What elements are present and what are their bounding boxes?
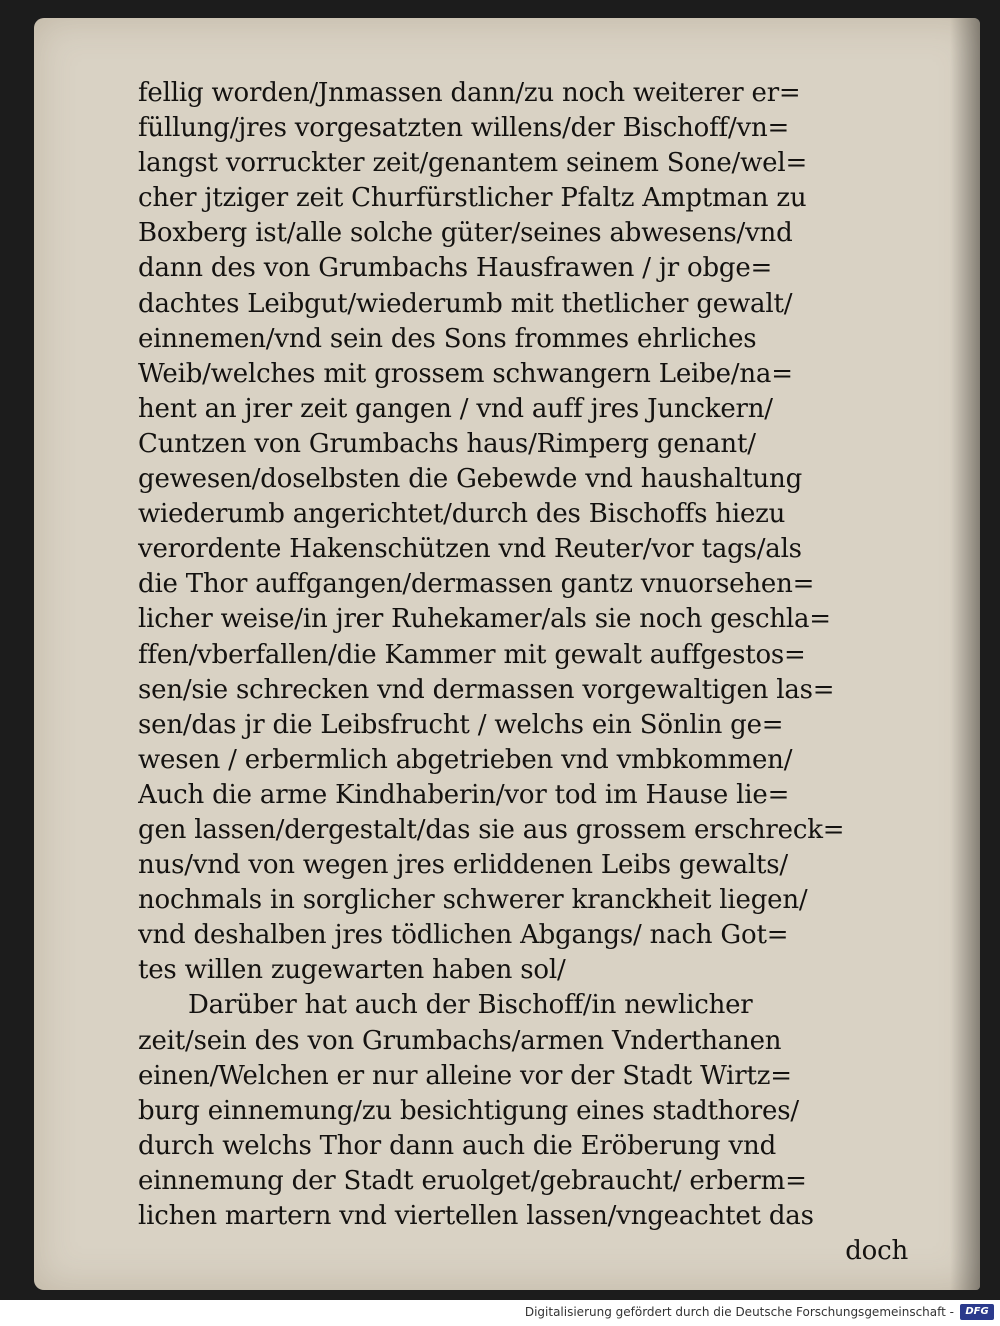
text-line: Auch die arme Kindhaberin/vor tod im Hause lie= xyxy=(138,779,790,810)
text-line: tes willen zugewarten haben sol/ xyxy=(138,955,566,986)
funding-credit: Digitalisierung gefördert durch die Deutsche Forschungsgemeinschaft - xyxy=(524,1305,954,1319)
text-line: lichen martern vnd viertellen lassen/vngeachtet das xyxy=(138,1201,814,1231)
page-text-block xyxy=(138,76,928,1269)
text-line: ffen/vberfallen/die Kammer mit gewalt auffgestos= xyxy=(138,639,806,670)
text-line: einnemen/vnd sein des Sons frommes ehrliches xyxy=(138,323,757,354)
text-line: Weib/welches mit grossem schwangern Leibe/na= xyxy=(138,358,793,389)
text-line: wiederumb angerichtet/durch des Bischoffs hiezu xyxy=(138,499,786,530)
text-line: durch welchs Thor dann auch die Eröberung vnd xyxy=(138,1130,777,1161)
text-line: licher weise/in jrer Ruhekamer/als sie noch geschla= xyxy=(138,604,831,635)
text-line: nus/vnd von wegen jres erliddenen Leibs gewalts/ xyxy=(138,850,788,881)
text-line: dachtes Leibgut/wiederumb mit thetlicher gewalt/ xyxy=(138,288,793,319)
text-line: gewesen/doselbsten die Gebewde vnd haushaltung xyxy=(138,464,803,495)
digitization-footer xyxy=(0,1300,1000,1326)
text-line: hent an jrer zeit gangen / vnd auff jres Junckern/ xyxy=(138,393,773,424)
catchword: doch xyxy=(845,1236,908,1267)
text-line: zeit/sein des von Grumbachs/armen Vnderthanen xyxy=(138,1025,782,1056)
text-line: füllung/jres vorgesatzten willens/der Bischoff/vn= xyxy=(138,113,790,144)
text-line: verordente Hakenschützen vnd Reuter/vor tags/als xyxy=(138,534,802,565)
dfg-logo: DFG xyxy=(960,1304,994,1320)
text-line: langst vorruckter zeit/genantem seinem Sone/wel= xyxy=(138,148,808,179)
text-line: sen/das jr die Leibsfrucht / welchs ein Sönlin ge= xyxy=(138,709,784,740)
text-line: burg einnemung/zu besichtigung eines stadthores/ xyxy=(138,1095,799,1126)
text-line: cher jtziger zeit Churfürstlicher Pfaltz Amptman zu xyxy=(138,183,807,214)
text-line: wesen / erbermlich abgetrieben vnd vmbkommen/ xyxy=(138,744,793,775)
text-line: vnd deshalben jres tödlichen Abgangs/ nach Got= xyxy=(138,920,789,951)
text-line: einen/Welchen er nur alleine vor der Stadt Wirtz= xyxy=(138,1060,792,1091)
text-line: einnemung der Stadt eruolget/gebraucht/ erberm= xyxy=(138,1165,807,1196)
page-edge-shadow xyxy=(950,18,980,1290)
paragraph-start-line: Darüber hat auch der Bischoff/in newlicher xyxy=(188,990,753,1021)
text-line: Boxberg ist/alle solche güter/seines abwesens/vnd xyxy=(138,218,793,249)
text-line: dann des von Grumbachs Hausfrawen / jr obge= xyxy=(138,253,773,284)
text-line: nochmals in sorglicher schwerer kranckheit liegen/ xyxy=(138,885,808,916)
text-line: fellig worden/Jnmassen dann/zu noch weiterer er= xyxy=(138,78,801,108)
text-line: sen/sie schrecken vnd dermassen vorgewaltigen las= xyxy=(138,674,835,705)
text-line: Cuntzen von Grumbachs haus/Rimperg genant/ xyxy=(138,428,756,459)
text-line: die Thor auffgangen/dermassen gantz vnuorsehen= xyxy=(138,569,815,600)
text-line: gen lassen/dergestalt/das sie aus grossem erschreck= xyxy=(138,814,845,845)
